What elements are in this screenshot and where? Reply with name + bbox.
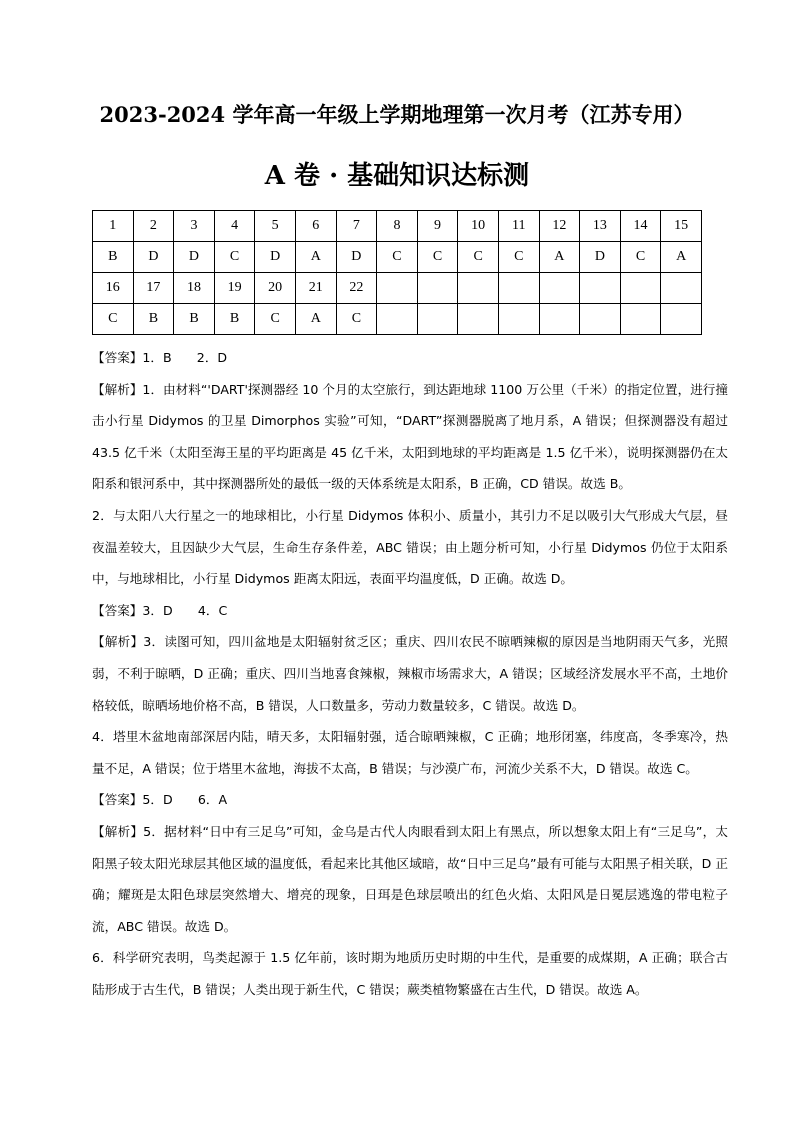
answer-table-cell: D (336, 242, 377, 273)
answer-table-cell: 17 (133, 273, 174, 304)
answer-table-cell: 18 (174, 273, 215, 304)
answer-table-cell: C (336, 304, 377, 335)
answer-table-cell (661, 304, 702, 335)
answer-table-cell (620, 273, 661, 304)
answer-table-cell: B (214, 304, 255, 335)
answer-table-cell: D (580, 242, 621, 273)
answer-table-row (93, 242, 702, 273)
answer-table-cell: A (295, 304, 336, 335)
answer-table-cell: D (133, 242, 174, 273)
answer-table-cell (458, 273, 499, 304)
answer-table-cell (580, 304, 621, 335)
explanation-body (92, 342, 728, 1005)
page-title: 2023-2024 学年高一年级上学期地理第一次月考（江苏专用） (99, 102, 695, 127)
answer-line-1-2: 【答案】1．B 2．D (92, 350, 228, 365)
answer-table-cell: C (498, 242, 539, 273)
answer-table-row (93, 211, 702, 242)
answer-table-cell: C (255, 304, 296, 335)
analysis-q3: 【解析】3．读图可知，四川盆地是太阳辐射贫乏区；重庆、四川农民不晾晒辣椒的原因是当地阴雨天气多，光照弱，不利于晾晒，D 正确；重庆、四川当地喜食辣椒，辣椒市场需求大，A 错误；区域经济发展水平不高，土地价格较低，晾晒场地价格不高，B 错误，人口数量多，劳动力数量较多，C 错误。故选 D。 (92, 634, 728, 713)
answer-table-cell: 2 (133, 211, 174, 242)
answer-table-cell (661, 273, 702, 304)
answer-table-cell: 19 (214, 273, 255, 304)
answer-table-cell: C (93, 304, 134, 335)
answer-table-cell: A (295, 242, 336, 273)
answer-table-cell: D (255, 242, 296, 273)
answer-table-cell: 16 (93, 273, 134, 304)
answer-table-cell: 21 (295, 273, 336, 304)
answer-table-cell: 6 (295, 211, 336, 242)
answer-table-cell (580, 273, 621, 304)
answer-table-cell (377, 273, 418, 304)
answer-table (92, 210, 702, 335)
analysis-q6: 6．科学研究表明，鸟类起源于 1.5 亿年前，该时期为地质历史时期的中生代，是重要的成煤期，A 正确；联合古陆形成于古生代，B 错误；人类出现于新生代，C 错误；蕨类植物繁盛在古生代，D 错误。故选 A。 (92, 950, 728, 997)
answer-line-3-4: 【答案】3．D 4．C (92, 602, 228, 618)
answer-table-row (93, 273, 702, 304)
answer-table-cell: B (93, 242, 134, 273)
answer-table-cell: C (214, 242, 255, 273)
answer-table-cell: 10 (458, 211, 499, 242)
answer-table-cell: 14 (620, 211, 661, 242)
answer-table-cell (620, 304, 661, 335)
answer-table-cell (498, 304, 539, 335)
answer-table-cell (498, 273, 539, 304)
answer-table-cell: 13 (580, 211, 621, 242)
answer-table-cell: 9 (417, 211, 458, 242)
answer-table-cell: 11 (498, 211, 539, 242)
answer-table-cell (417, 304, 458, 335)
answer-table-cell: 20 (255, 273, 296, 304)
answer-table-cell: 4 (214, 211, 255, 242)
answer-table-cell: C (458, 242, 499, 273)
answer-table-cell: C (620, 242, 661, 273)
answer-table-cell (539, 273, 580, 304)
answer-table-cell: C (377, 242, 418, 273)
answer-table-cell (539, 304, 580, 335)
answer-table-row (93, 304, 702, 335)
analysis-q5: 【解析】5．据材料“日中有三足乌”可知，金乌是古代人肉眼看到太阳上有黑点，所以想象太阳上有“三足乌”，太阳黑子较太阳光球层其他区域的温度低，看起来比其他区域暗，故“日中三足乌”最有可能与太阳黑子相关联，D 正确；耀斑是太阳色球层突然增大、增亮的现象，日珥是色球层喷出的红色火焰、太阳风是日冕层逃逸的带电粒子流，ABC 错误。故选 D。 (92, 823, 728, 934)
answer-table-cell: 8 (377, 211, 418, 242)
answer-table-cell: 5 (255, 211, 296, 242)
answer-table-cell (458, 304, 499, 335)
answer-table-cell: 15 (661, 211, 702, 242)
answer-line-5-6: 【答案】5．D 6．A (92, 792, 228, 808)
answer-table-cell (377, 304, 418, 335)
answer-table-cell: D (174, 242, 215, 273)
answer-table-cell: 1 (93, 211, 134, 242)
analysis-q4: 4．塔里木盆地南部深居内陆，晴天多，太阳辐射强，适合晾晒辣椒，C 正确；地形闭塞，纬度高，冬季寒冷，热量不足，A 错误；位于塔里木盆地，海拔不太高，B 错误；与沙漠广布，河流少关系不大，D 错误。故选 C。 (92, 729, 728, 776)
answer-table-cell (417, 273, 458, 304)
answer-table-cell: C (417, 242, 458, 273)
answer-table-cell: 22 (336, 273, 377, 304)
answer-table-cell: 3 (174, 211, 215, 242)
answer-table-cell: A (661, 242, 702, 273)
answer-table-cell: 7 (336, 211, 377, 242)
answer-table-cell: 12 (539, 211, 580, 242)
answer-table-cell: A (539, 242, 580, 273)
page-subtitle: A 卷 · 基础知识达标测 (264, 161, 530, 191)
analysis-q1: 【解析】1．由材料“'DART'探测器经 10 个月的太空旅行，到达距地球 1100 万公里（千米）的指定位置，进行撞击小行星 Didymos 的卫星 Dimorphos 实验”可知，“DART”探测器脱离了地月系，A 错误；但探测器没有超过 43.5 亿千米（太阳至海王星的平均距离是 45 亿千米，太阳到地球的平均距离是 1.5 亿千米），说明探测器仍在太阳系和银河系中，其中探测器所处的最低一级的天体系统是太阳系，B 正确，CD 错误。故选 B。 (92, 381, 728, 492)
answer-table-cell: B (174, 304, 215, 335)
analysis-q2: 2．与太阳八大行星之一的地球相比，小行星 Didymos 体积小、质量小，其引力不足以吸引大气形成大气层，昼夜温差较大，且因缺少大气层，生命生存条件差，ABC 错误；由上题分析可知，小行星 Didymos 仍位于太阳系中，与地球相比，小行星 Didymos 距离太阳远，表面平均温度低，D 正确。故选 D。 (92, 507, 728, 587)
answer-table-cell: B (133, 304, 174, 335)
